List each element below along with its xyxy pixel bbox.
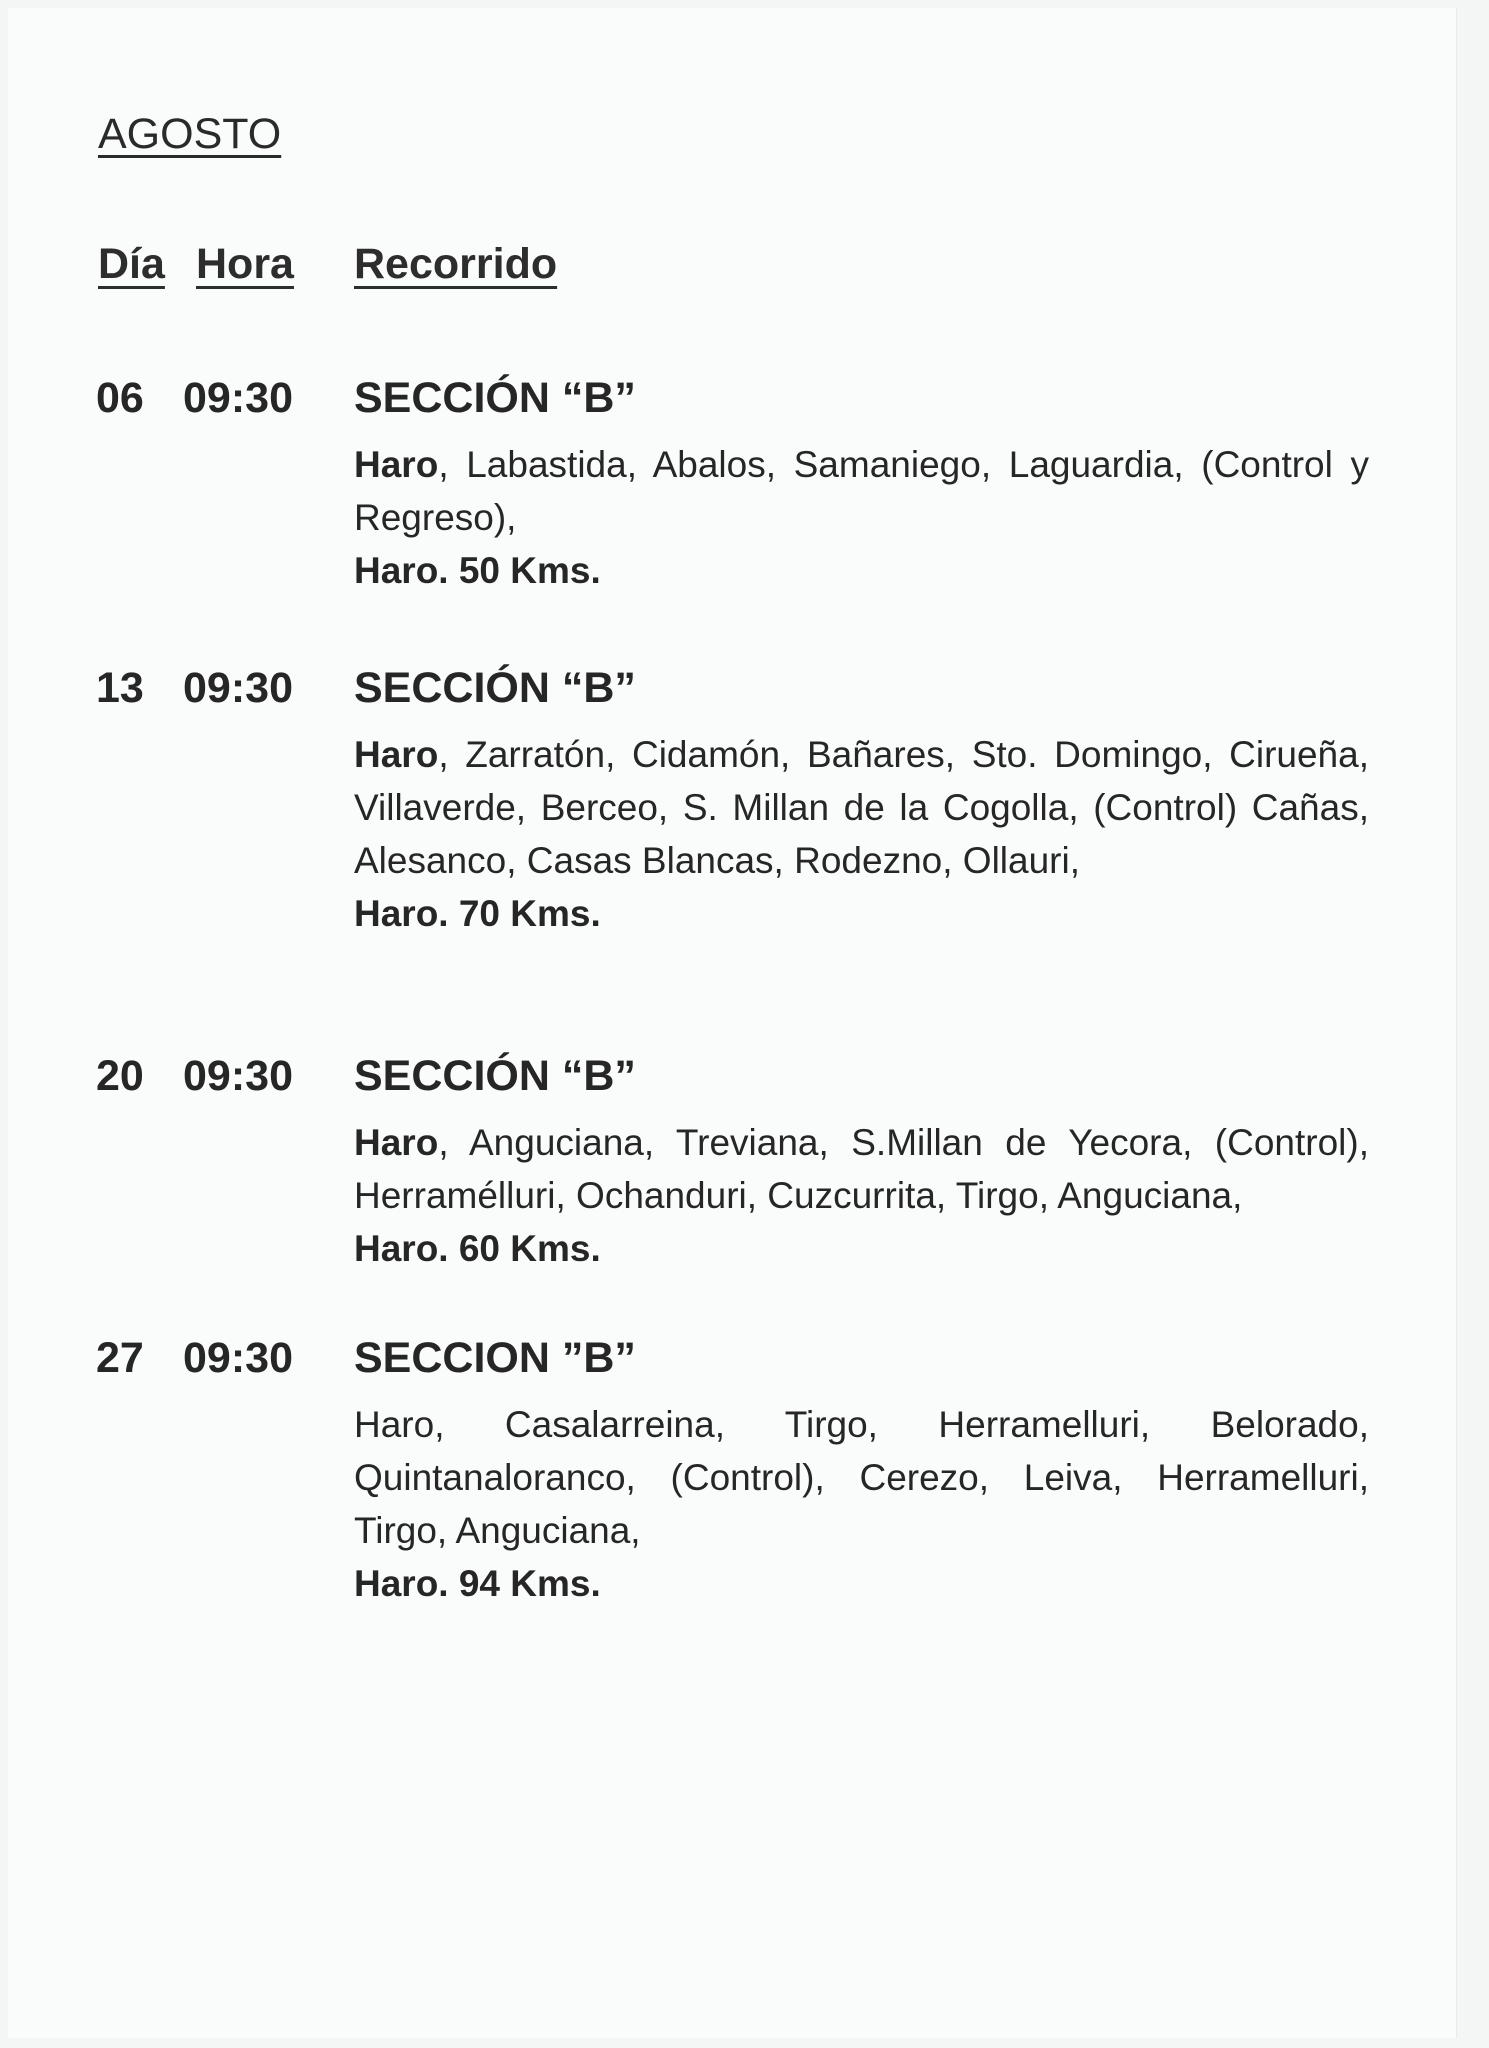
entry-route xyxy=(354,728,1369,940)
entry-route xyxy=(354,1116,1369,1275)
entry-section: SECCION ”B” xyxy=(354,1334,636,1382)
entry-route xyxy=(354,438,1369,597)
entry-time: 09:30 xyxy=(183,664,293,712)
entry-section: SECCIÓN “B” xyxy=(354,374,636,422)
column-header-route: Recorrido xyxy=(354,240,558,288)
route-end: Haro. 70 Kms. xyxy=(354,893,601,934)
route-start: Haro xyxy=(354,734,439,775)
entry-time: 09:30 xyxy=(183,1334,293,1382)
entry-time: 09:30 xyxy=(183,1052,293,1100)
month-title: AGOSTO xyxy=(98,110,282,158)
route-stops: , Labastida, Abalos, Samaniego, Laguardia, (Control y Regreso), xyxy=(354,444,1369,538)
route-stops: , Zarratón, Cidamón, Bañares, Sto. Domingo, Cirueña, Villaverde, Berceo, S. Millan de la Cogolla, (Control) Cañas, Alesanco, Casas Blancas, Rodezno, Ollauri, xyxy=(354,734,1369,881)
route-stops: , Casalarreina, Tirgo, Herramelluri, Belorado, Quintanaloranco, (Control), Cerezo, Leiva, Herramelluri, Tirgo, Anguciana, xyxy=(354,1404,1369,1551)
route-end: Haro. 50 Kms. xyxy=(354,550,601,591)
route-stops: , Anguciana, Treviana, S.Millan de Yecora, (Control), Herramélluri, Ochanduri, Cuzcurrita, Tirgo, Anguciana, xyxy=(354,1122,1369,1216)
entry-day: 06 xyxy=(96,374,144,422)
entry-day: 20 xyxy=(96,1052,144,1100)
route-end: Haro. 94 Kms. xyxy=(354,1563,601,1604)
entry-day: 13 xyxy=(96,664,144,712)
column-header-day: Día xyxy=(98,240,165,288)
route-start: Haro xyxy=(354,444,439,485)
entry-day: 27 xyxy=(96,1334,144,1382)
document-page xyxy=(8,8,1456,2038)
route-start: Haro xyxy=(354,1404,435,1445)
entry-section: SECCIÓN “B” xyxy=(354,664,636,712)
entry-time: 09:30 xyxy=(183,374,293,422)
entry-section: SECCIÓN “B” xyxy=(354,1052,636,1100)
column-header-time: Hora xyxy=(196,240,294,288)
route-start: Haro xyxy=(354,1122,439,1163)
entry-route xyxy=(354,1398,1369,1610)
route-end: Haro. 60 Kms. xyxy=(354,1228,601,1269)
